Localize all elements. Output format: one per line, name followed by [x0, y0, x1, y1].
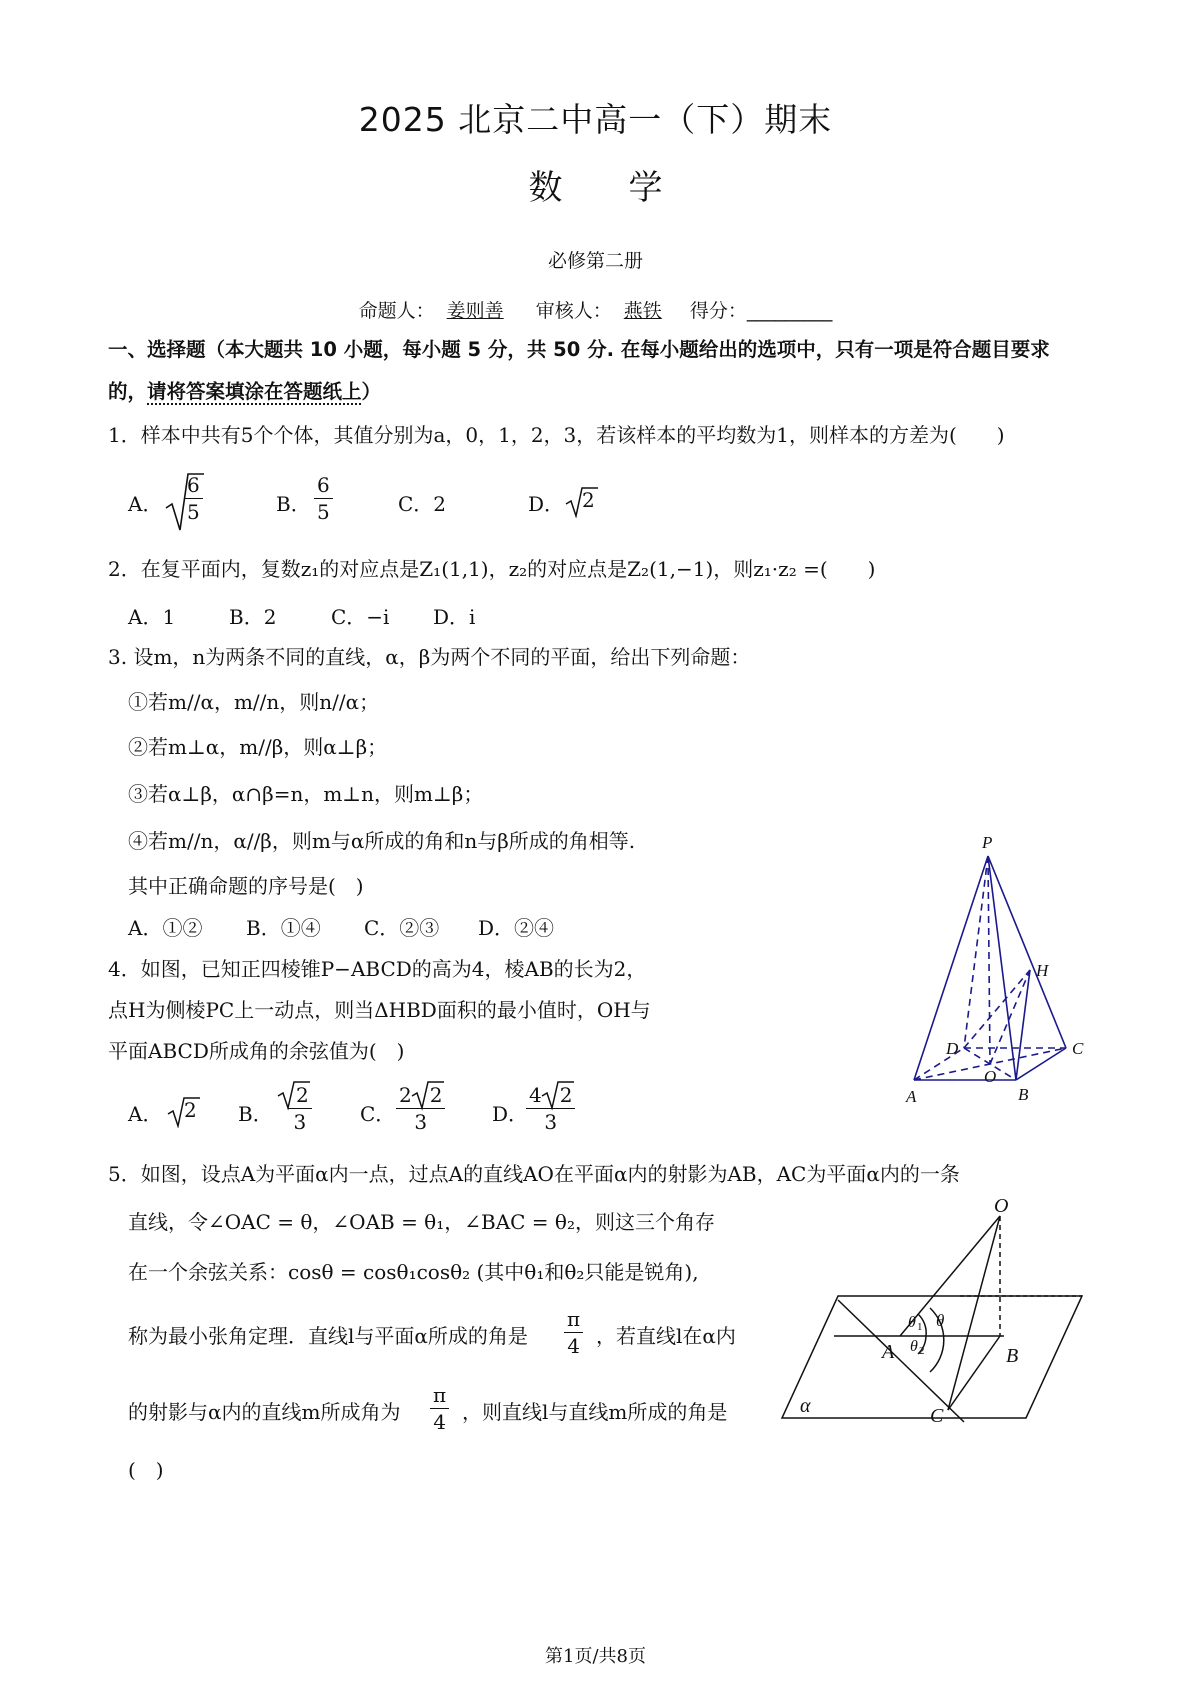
author-line	[0, 296, 1191, 323]
q5-line-4-text: 称为最小张角定理．直线l与平面α所成的角是	[128, 1324, 528, 1348]
q4-option-a-value: 2	[184, 1098, 197, 1122]
edge-PD	[964, 856, 988, 1048]
q2-option-d: D．i	[433, 605, 476, 629]
line-CB	[948, 1336, 1000, 1410]
reviewer-label: 审核人：	[535, 300, 612, 322]
q4-option-d-radicand: 2	[559, 1083, 573, 1107]
label-P: P	[982, 833, 993, 852]
label-alpha: α	[800, 1395, 811, 1417]
label-C: C	[930, 1405, 944, 1427]
q5-line-2: 直线，令∠OAC = θ，∠OAB = θ₁，∠BAC = θ₂，则这三个角存	[128, 1210, 715, 1234]
label-O: O	[984, 1067, 997, 1086]
section-heading-line1: 一、选择题（本大题共 10 小题，每小题 5 分，共 50 分. 在每小题给出的选项中，只有一项是符合题目要求	[108, 338, 1050, 361]
section-heading-line2	[108, 376, 381, 404]
q5-line-5-tail: ，则直线l与直线m所成的角是	[462, 1400, 728, 1424]
q3-option-d: D．②④	[478, 916, 555, 940]
q4-line-3: 平面ABCD所成角的余弦值为( )	[108, 1039, 405, 1063]
q4-option-c-coef: 2	[399, 1083, 412, 1107]
edge-DH	[964, 970, 1030, 1048]
setter-label: 命题人：	[358, 300, 435, 322]
q3-proposition-4: ④若m//n，α//β，则m与α所成的角和n与β所成的角相等.	[128, 829, 636, 853]
q5-pi-over-4-b	[430, 1382, 449, 1435]
setter-name: 姜则善	[446, 300, 504, 322]
plane-angle-figure	[780, 1196, 1100, 1430]
q5-line-4-tail: ，若直线l在α内	[596, 1324, 736, 1348]
q2-option-a: A．1	[128, 605, 176, 629]
q2-option-c: C．−i	[331, 605, 390, 629]
label-A: A	[906, 1087, 917, 1106]
q4-option-c-frac	[396, 1082, 445, 1135]
section-heading-suffix: ）	[361, 380, 382, 403]
q4-option-c-den: 3	[414, 1110, 428, 1134]
label-H: H	[1036, 961, 1049, 980]
q4-option-c-radicand: 2	[429, 1083, 443, 1107]
label-theta1: θ	[908, 1314, 916, 1331]
label-theta2-sub: 2	[919, 1345, 925, 1357]
subject-char-2: 学	[628, 168, 663, 208]
label-O: O	[994, 1196, 1009, 1217]
q1-option-b-num: 6	[314, 472, 333, 499]
score-blank: _________	[746, 300, 833, 322]
label-D: D	[946, 1039, 959, 1058]
label-theta: θ	[936, 1311, 945, 1330]
pi-den: 4	[433, 1410, 446, 1434]
q4-option-d-den: 3	[544, 1110, 558, 1134]
q4-option-a-label: A．	[128, 1102, 163, 1126]
page-footer: 第1页/共8页	[545, 1646, 646, 1667]
q3-option-c: C．②③	[364, 916, 440, 940]
q5-line-1: 5．如图，设点A为平面α内一点，过点A的直线AO在平面α内的射影为AB，AC为平面α内的一条	[108, 1162, 960, 1186]
q3-proposition-3: ③若α⊥β，α∩β=n，m⊥n，则m⊥β；	[128, 782, 484, 806]
label-B: B	[1006, 1345, 1019, 1367]
book-name: 必修第二册	[547, 250, 643, 272]
q3-proposition-2: ②若m⊥α，m//β，则α⊥β；	[128, 735, 388, 759]
q4-option-b-label: B．	[238, 1102, 273, 1126]
subject-char-1: 数	[528, 168, 563, 208]
q1-option-a-frac	[184, 472, 203, 525]
q2-option-b: B．2	[229, 605, 277, 629]
q1-option-b-label: B．	[276, 492, 311, 516]
q4-option-d-frac	[526, 1082, 575, 1135]
q3-question: 其中正确命题的序号是( )	[128, 874, 364, 898]
line-AC	[838, 1300, 964, 1422]
pi-den: 4	[567, 1334, 580, 1358]
q4-line-2: 点H为侧棱PC上一动点，则当ΔHBD面积的最小值时，OH与	[108, 998, 651, 1022]
q5-answer-blank: ( )	[128, 1458, 164, 1482]
q1-stem: 1．样本中共有5个个体，其值分别为a，0，1，2，3，若该样本的平均数为1，则样本的方差为( )	[108, 423, 1005, 447]
q4-option-c-label: C．	[360, 1102, 396, 1126]
q1-option-b-frac	[314, 472, 333, 525]
subject-title	[0, 160, 1191, 209]
label-C: C	[1072, 1039, 1084, 1058]
q3-option-b: B．①④	[246, 916, 321, 940]
q4-option-d-label: D．	[492, 1102, 529, 1126]
q5-pi-over-4-a	[564, 1306, 583, 1359]
label-A: A	[882, 1341, 895, 1363]
q1-option-a-label: A．	[128, 492, 163, 516]
label-B: B	[1018, 1085, 1029, 1104]
q2-stem: 2．在复平面内，复数z₁的对应点是Z₁(1,1)，z₂的对应点是Z₂(1,−1)，则z₁·z₂ =( )	[108, 557, 876, 581]
pyramid-figure	[900, 830, 1100, 1110]
q1-option-a-den: 5	[187, 500, 200, 524]
exam-title: 2025 北京二中高一（下）期末	[358, 100, 833, 139]
q4-options	[128, 1080, 608, 1142]
q4-option-c-num	[396, 1082, 445, 1109]
score-label: 得分：	[689, 300, 747, 322]
line-OC	[948, 1216, 1000, 1410]
q3-option-a: A．①②	[128, 916, 203, 940]
q3-proposition-1: ①若m//α，m//n，则n//α；	[128, 690, 380, 714]
plane-alpha	[782, 1296, 1082, 1418]
label-theta2: θ	[910, 1338, 918, 1355]
q1-option-d-label: D．	[528, 492, 565, 516]
label-theta1-sub: 1	[917, 1321, 923, 1333]
q5-line-3: 在一个余弦关系：cosθ = cosθ₁cosθ₂ (其中θ₁和θ₂只能是锐角),	[128, 1260, 699, 1284]
q4-option-d-coef: 4	[529, 1083, 542, 1107]
q4-option-b-num: 2	[288, 1082, 312, 1109]
q5-line-5-text: 的射影与α内的直线m所成角为	[128, 1400, 401, 1424]
q4-option-d-num	[526, 1082, 575, 1109]
q4-option-b-frac	[288, 1082, 312, 1135]
q1-option-a-num: 6	[184, 472, 203, 499]
pi-num: π	[430, 1382, 449, 1409]
section-heading-prefix: 的，	[108, 380, 148, 403]
q1-option-b-den: 5	[317, 500, 330, 524]
q1-option-d-value: 2	[582, 488, 595, 512]
edge-PO	[988, 856, 990, 1064]
reviewer-name: 燕铁	[623, 300, 662, 322]
section-heading-emphasis: 请将答案填涂在答题纸上	[147, 380, 362, 403]
q1-option-c: C．2	[398, 492, 447, 516]
q3-stem: 3. 设m，n为两条不同的直线，α，β为两个不同的平面，给出下列命题：	[108, 645, 751, 669]
edge-BC	[1016, 1048, 1066, 1080]
q4-line-1: 4．如图，已知正四棱锥P−ABCD的高为4，棱AB的长为2，	[108, 957, 647, 981]
pi-num: π	[564, 1306, 583, 1333]
q4-option-b-den: 3	[293, 1110, 307, 1134]
